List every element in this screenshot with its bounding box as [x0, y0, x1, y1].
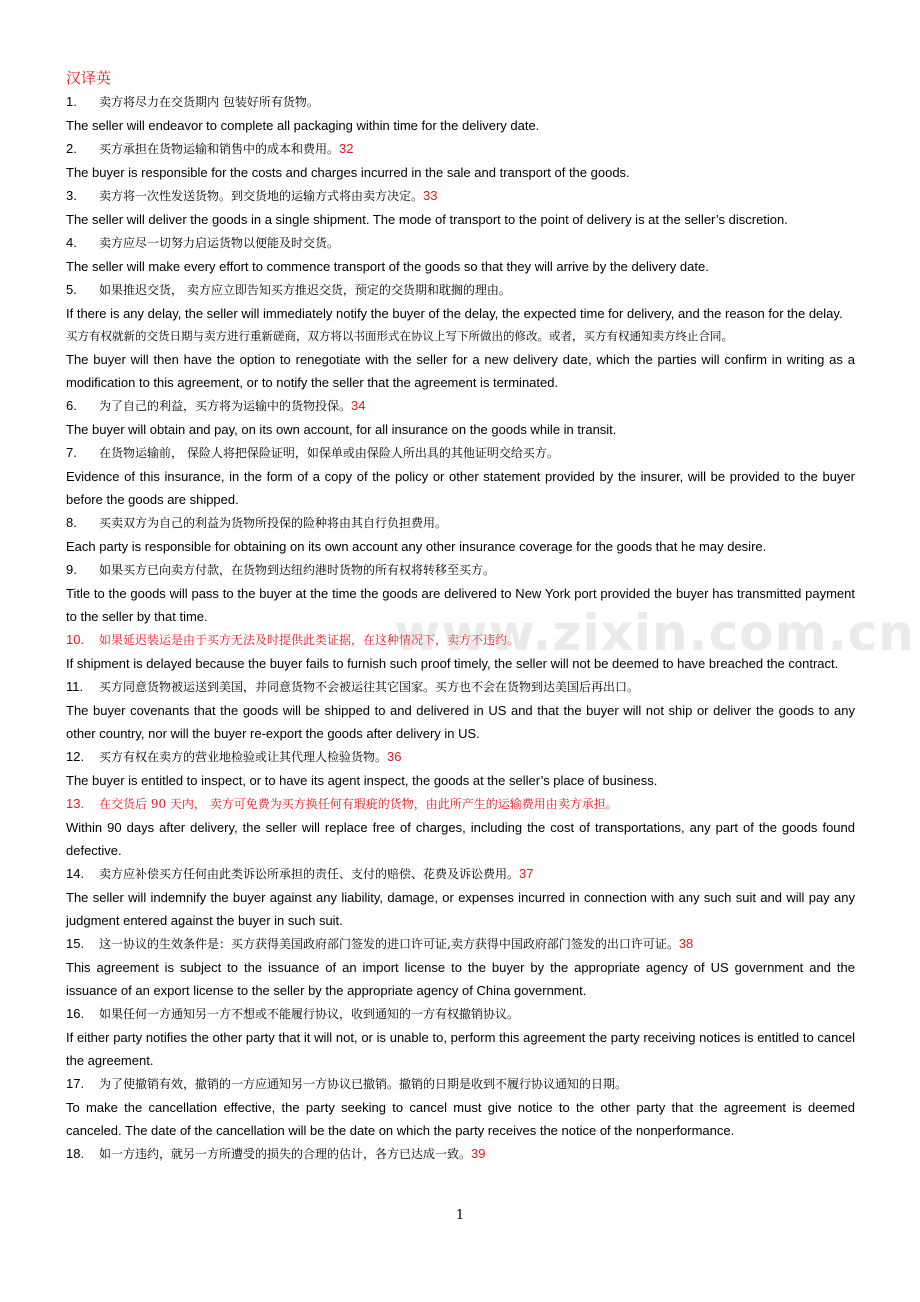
clause-chinese: [66, 184, 855, 208]
clause-number: 11.: [66, 679, 84, 694]
clause-chinese-text: 如果延迟装运是由于买方无法及时提供此类证据，在这种情况下，卖方不违约。: [99, 633, 520, 647]
clause-english: If shipment is delayed because the buyer fails to furnish such proof timely, the seller will not be deemed to have breached the contract.: [66, 656, 839, 671]
document-title: 汉译英: [66, 69, 112, 87]
clause-english: This agreement is subject to the issuance of an import license to the buyer by the appropriate agency of US government and the issuance of an export license to the seller by the appropriate agency of China government.: [66, 960, 855, 998]
clause-chinese-text: 买方同意货物被运送到美国，并同意货物不会被运往其它国家。买方也不会在货物到达美国后再出口。: [99, 680, 640, 694]
clause-number: 2.: [66, 141, 77, 156]
clause-chinese: [66, 1142, 855, 1166]
clause-chinese-continued: 买方有权就新的交货日期与卖方进行重新磋商，双方将以书面形式在协议上写下所做出的修改。或者，买方有权通知卖方终止合同。: [66, 329, 733, 343]
clause-chinese-text: 如果买方已向卖方付款，在货物到达纽约港时货物的所有权将转移至买方。: [99, 563, 496, 577]
clause-chinese-text: 如果推迟交货， 卖方应立即告知买方推迟交货，预定的交货期和耽搁的理由。: [99, 283, 511, 297]
clause-number: 17.: [66, 1076, 85, 1091]
clause-chinese-text: 卖方将尽力在交货期内 包装好所有货物。: [99, 95, 319, 109]
watermark: www.zixin.com.cn: [394, 604, 915, 662]
clause-number: 14.: [66, 866, 85, 881]
clause-chinese: [66, 675, 855, 699]
clause-english: Title to the goods will pass to the buyer at the time the goods are delivered to New York port provided the buyer has transmitted payment to the seller by that time.: [66, 586, 855, 624]
clause-reference-number: 38: [678, 936, 694, 951]
clause-chinese-text: 如一方违约，就另一方所遭受的损失的合理的估计，各方已达成一致。: [99, 1147, 472, 1161]
clause-english: The seller will deliver the goods in a single shipment. The mode of transport to the point of delivery is at the seller’s discretion.: [66, 212, 788, 227]
clause-chinese-text: 如果任何一方通知另一方不想或不能履行协议，收到通知的一方有权撤销协议。: [99, 1007, 520, 1021]
clause-reference-number: 39: [471, 1146, 486, 1161]
clause-english: The buyer will obtain and pay, on its own account, for all insurance on the goods while in transit.: [66, 422, 617, 437]
clause-number: 4.: [66, 235, 77, 250]
clause-number: 13.: [66, 796, 85, 811]
clause-english-continued: The buyer will then have the option to renegotiate with the seller for a new delivery date, which the parties will confirm in writing as a modification to this agreement, or to notify the seller that the agreement is terminated.: [66, 352, 855, 390]
clause-english: The buyer covenants that the goods will be shipped to and delivered in US and that the buyer will not ship or deliver the goods to any other country, nor will the buyer re-export the goods after delivery in US.: [66, 703, 855, 741]
clause-chinese: [66, 932, 855, 956]
clause-chinese: [66, 441, 855, 465]
clause-chinese: [66, 511, 855, 535]
clause-chinese-text: 在交货后 90 天内， 卖方可免费为买方换任何有瑕疵的货物，由此所产生的运输费用由卖方承担。: [99, 797, 618, 811]
clause-number: 1.: [66, 94, 77, 109]
clause-chinese-text: 卖方应尽一切努力启运货物以便能及时交货。: [99, 236, 340, 250]
clause-chinese: [66, 137, 855, 161]
clause-chinese: [66, 1002, 855, 1026]
clause-number: 12.: [66, 749, 85, 764]
clause-chinese: [66, 745, 855, 769]
clause-number: 7.: [66, 445, 77, 460]
clause-chinese-text: 卖方将一次性发送货物。到交货地的运输方式将由卖方决定。: [99, 189, 424, 203]
clause-number: 8.: [66, 515, 77, 530]
clause-chinese: [66, 862, 855, 886]
clause-english: Within 90 days after delivery, the seller will replace free of charges, including the cost of transportations, any part of the goods found defective.: [66, 820, 855, 858]
clause-chinese-text: 这一协议的生效条件是：买方获得美国政府部门签发的进口许可证,卖方获得中国政府部门签发的出口许可证。: [99, 937, 679, 951]
clause-chinese: [66, 278, 855, 302]
clause-number: 3.: [66, 188, 77, 203]
clause-chinese-text: 买方有权在卖方的营业地检验或让其代理人检验货物。: [99, 750, 388, 764]
clause-english: The seller will endeavor to complete all packaging within time for the delivery date.: [66, 118, 540, 133]
clause-number: 6.: [66, 398, 77, 413]
clause-english: If either party notifies the other party that it will not, or is unable to, perform this agreement the party receiving notices is entitled to cancel the agreement.: [66, 1030, 855, 1068]
clause-english: Evidence of this insurance, in the form of a copy of the policy or other statement provided by the insurer, will be provided to the buyer before the goods are shipped.: [66, 469, 855, 507]
clause-chinese-text: 卖方应补偿买方任何由此类诉讼所承担的责任、支付的赔偿、花费及诉讼费用。: [99, 867, 520, 881]
clause-chinese: [66, 1072, 855, 1096]
clause-chinese-text: 为了使撤销有效，撤销的一方应通知另一方协议已撤销。撤销的日期是收到不履行协议通知的日期。: [99, 1077, 628, 1091]
clause-reference-number: 36: [387, 749, 402, 764]
clause-chinese: [66, 792, 855, 816]
clause-english: To make the cancellation effective, the party seeking to cancel must give notice to the other party that the agreement is deemed canceled. The date of the cancellation will be the date on which the party receives the notice of the nonperformance.: [66, 1100, 855, 1138]
clause-number: 15.: [66, 936, 85, 951]
clause-reference-number: 37: [519, 866, 534, 881]
page-number: 1: [455, 1208, 465, 1223]
clause-english: The seller will make every effort to commence transport of the goods so that they will arrive by the delivery date.: [66, 259, 709, 274]
clause-english: The buyer is entitled to inspect, or to have its agent inspect, the goods at the seller’s place of business.: [66, 773, 658, 788]
clause-reference-number: 34: [351, 398, 366, 413]
clause-number: 9.: [66, 562, 77, 577]
clause-number: 18.: [66, 1146, 85, 1161]
clause-chinese-text: 在货物运输前， 保险人将把保险证明，如保单或由保险人所出具的其他证明交给买方。: [99, 446, 559, 460]
clause-english: The seller will indemnify the buyer against any liability, damage, or expenses incurred in connection with any such suit and will pay any judgment entered against the buyer in such suit.: [66, 890, 855, 928]
clause-reference-number: 33: [423, 188, 438, 203]
clause-number: 16.: [66, 1006, 85, 1021]
clause-chinese-text: 买方承担在货物运输和销售中的成本和费用。: [99, 142, 340, 156]
clause-english: The buyer is responsible for the costs and charges incurred in the sale and transport of the goods.: [66, 165, 630, 180]
clause-english: Each party is responsible for obtaining on its own account any other insurance coverage for the goods that he may desire.: [66, 539, 767, 554]
clause-english: If there is any delay, the seller will immediately notify the buyer of the delay, the expected time for delivery, and the reason for the delay.: [66, 306, 843, 321]
clause-reference-number: 32: [339, 141, 354, 156]
clause-chinese-text: 为了自己的利益，买方将为运输中的货物投保。: [99, 399, 352, 413]
clause-chinese: [66, 90, 855, 114]
clause-chinese: [66, 558, 855, 582]
clause-chinese: [66, 394, 855, 418]
clause-number: 10.: [66, 632, 85, 647]
clause-chinese: [66, 231, 855, 255]
clause-chinese-text: 买卖双方为自己的利益为货物所投保的险种将由其自行负担费用。: [99, 516, 448, 530]
clause-number: 5.: [66, 282, 77, 297]
